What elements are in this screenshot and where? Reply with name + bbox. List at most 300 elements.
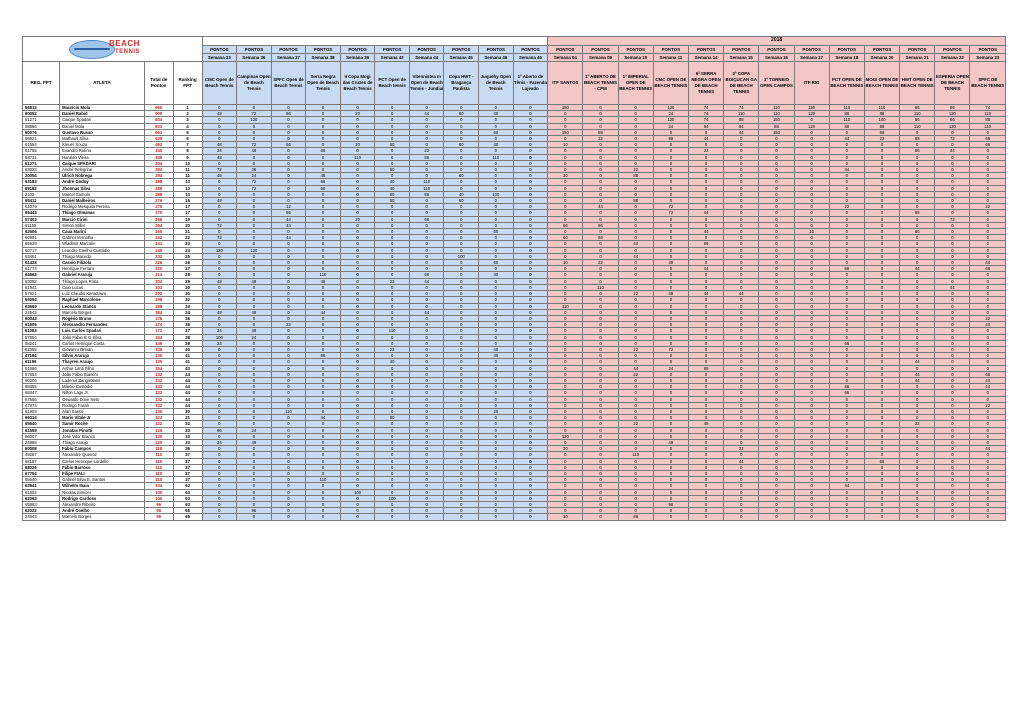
- points-cell: 0: [202, 297, 237, 303]
- points-cell: 0: [759, 185, 794, 191]
- points-cell: 0: [688, 415, 723, 421]
- points-cell: 0: [829, 421, 864, 427]
- points-cell: 0: [583, 160, 618, 166]
- points-cell: 0: [829, 160, 864, 166]
- points-cell: 100: [864, 117, 899, 123]
- points-cell: 0: [970, 452, 1006, 458]
- points-cell: 0: [548, 402, 583, 408]
- points-cell: 0: [583, 421, 618, 427]
- points-cell: 0: [759, 502, 794, 508]
- total-cell: 202: [144, 291, 173, 297]
- points-cell: 22: [409, 148, 444, 154]
- points-cell: 48: [202, 154, 237, 160]
- points-cell: 44: [900, 371, 935, 377]
- points-cell: 0: [618, 384, 653, 390]
- points-cell: 44: [829, 483, 864, 489]
- points-cell: 0: [409, 446, 444, 452]
- points-cell: 0: [271, 278, 306, 284]
- points-cell: 0: [618, 315, 653, 321]
- points-cell: 0: [237, 291, 272, 297]
- athlete-cell: Marcio Cirini: [60, 216, 145, 222]
- points-cell: 0: [688, 253, 723, 259]
- points-cell: 23: [375, 346, 410, 352]
- points-cell: 0: [409, 315, 444, 321]
- points-cell: 0: [271, 309, 306, 315]
- reg-cell: 57654: [23, 334, 60, 340]
- points-cell: 0: [724, 241, 759, 247]
- points-cell: 0: [444, 415, 479, 421]
- total-cell: 288: [144, 179, 173, 185]
- total-cell: 136: [144, 340, 173, 346]
- points-cell: 66: [271, 210, 306, 216]
- points-cell: 0: [340, 365, 375, 371]
- total-cell: 120: [144, 433, 173, 439]
- reg-cell: 58731: [23, 154, 60, 160]
- points-cell: 0: [409, 334, 444, 340]
- points-cell: 0: [653, 452, 688, 458]
- points-cell: 0: [548, 408, 583, 414]
- points-cell: 0: [759, 322, 794, 328]
- points-cell: 0: [829, 408, 864, 414]
- points-cell: 0: [935, 359, 970, 365]
- points-cell: 0: [513, 117, 548, 123]
- points-cell: 0: [829, 514, 864, 520]
- total-cell: 270: [144, 210, 173, 216]
- points-cell: 0: [935, 198, 970, 204]
- points-cell: 0: [340, 117, 375, 123]
- points-cell: 0: [237, 154, 272, 160]
- points-cell: 0: [202, 433, 237, 439]
- points-header: PONTOS: [375, 46, 410, 54]
- event-header: SPFC Open de Beach Tennis: [271, 62, 306, 105]
- points-cell: 0: [409, 396, 444, 402]
- points-cell: 0: [688, 396, 723, 402]
- points-cell: 0: [271, 260, 306, 266]
- points-cell: 0: [618, 408, 653, 414]
- points-cell: 0: [794, 514, 829, 520]
- points-cell: 0: [900, 483, 935, 489]
- points-cell: 0: [409, 359, 444, 365]
- points-cell: 0: [202, 446, 237, 452]
- points-cell: 0: [271, 396, 306, 402]
- points-cell: 0: [829, 334, 864, 340]
- total-cell: 240: [144, 247, 173, 253]
- points-cell: 0: [271, 136, 306, 142]
- points-cell: 0: [444, 353, 479, 359]
- points-cell: 0: [724, 359, 759, 365]
- athlete-cell: Thiago Lopes Rosa: [60, 278, 145, 284]
- points-cell: 0: [271, 247, 306, 253]
- points-cell: 0: [237, 483, 272, 489]
- points-cell: 72: [202, 235, 237, 241]
- points-cell: 86: [618, 514, 653, 520]
- points-cell: 0: [970, 433, 1006, 439]
- points-cell: 0: [513, 464, 548, 470]
- points-cell: 0: [583, 464, 618, 470]
- points-cell: 44: [829, 167, 864, 173]
- points-cell: 0: [794, 185, 829, 191]
- reg-cell: 57654: [23, 371, 60, 377]
- points-cell: 0: [724, 315, 759, 321]
- points-cell: 0: [935, 408, 970, 414]
- points-cell: 0: [271, 439, 306, 445]
- points-cell: 0: [513, 377, 548, 383]
- points-cell: 0: [794, 198, 829, 204]
- points-cell: 0: [618, 229, 653, 235]
- points-cell: 0: [409, 229, 444, 235]
- points-cell: 0: [271, 315, 306, 321]
- points-cell: 0: [237, 105, 272, 111]
- athlete-cell: Gabriel Araruja: [60, 272, 145, 278]
- points-cell: 0: [513, 371, 548, 377]
- points-cell: 0: [900, 154, 935, 160]
- points-cell: 0: [900, 216, 935, 222]
- points-cell: 0: [583, 365, 618, 371]
- total-cell: 110: [144, 458, 173, 464]
- athlete-cell: Leandro Coelho Custódio: [60, 247, 145, 253]
- points-cell: 0: [900, 464, 935, 470]
- points-cell: 0: [306, 222, 341, 228]
- points-cell: 0: [409, 433, 444, 439]
- points-cell: 0: [583, 346, 618, 352]
- points-cell: 0: [759, 204, 794, 210]
- points-cell: 0: [340, 204, 375, 210]
- points-cell: 0: [444, 365, 479, 371]
- points-cell: 0: [864, 353, 899, 359]
- points-cell: 0: [759, 253, 794, 259]
- points-cell: 0: [202, 377, 237, 383]
- points-cell: 0: [306, 111, 341, 117]
- points-cell: 0: [688, 502, 723, 508]
- points-cell: 0: [900, 340, 935, 346]
- reg-cell: 63082: [23, 278, 60, 284]
- points-cell: 0: [900, 173, 935, 179]
- points-cell: 0: [864, 408, 899, 414]
- rank-cell: 41: [173, 359, 202, 365]
- points-cell: 0: [724, 402, 759, 408]
- points-cell: 0: [271, 365, 306, 371]
- points-cell: 0: [340, 508, 375, 514]
- points-cell: 0: [759, 365, 794, 371]
- points-cell: 110: [479, 154, 514, 160]
- points-cell: 48: [688, 421, 723, 427]
- total-cell: 104: [144, 483, 173, 489]
- rank-cell: 36: [173, 446, 202, 452]
- points-cell: 0: [724, 185, 759, 191]
- points-cell: 0: [271, 415, 306, 421]
- points-cell: 0: [688, 495, 723, 501]
- points-cell: 0: [340, 334, 375, 340]
- points-cell: 0: [444, 309, 479, 315]
- points-cell: 0: [970, 235, 1006, 241]
- points-cell: 0: [970, 359, 1006, 365]
- reg-cell: 61428: [23, 260, 60, 266]
- points-cell: 0: [794, 129, 829, 135]
- points-cell: 0: [794, 315, 829, 321]
- reg-cell: 65640: [23, 421, 60, 427]
- points-cell: 44: [409, 278, 444, 284]
- points-cell: 22: [618, 291, 653, 297]
- athlete-cell: Caique SPADARI: [60, 160, 145, 166]
- points-cell: 0: [583, 291, 618, 297]
- points-cell: 0: [759, 210, 794, 216]
- points-cell: 0: [970, 365, 1006, 371]
- points-cell: 0: [618, 160, 653, 166]
- points-cell: 100: [202, 334, 237, 340]
- points-header: PONTOS: [829, 46, 864, 54]
- points-cell: 0: [688, 402, 723, 408]
- points-cell: 0: [513, 415, 548, 421]
- total-cell: 241: [144, 241, 173, 247]
- points-cell: 0: [688, 452, 723, 458]
- points-cell: 0: [340, 439, 375, 445]
- points-cell: 0: [864, 390, 899, 396]
- points-cell: 0: [375, 396, 410, 402]
- points-cell: 0: [202, 458, 237, 464]
- points-cell: 0: [202, 117, 237, 123]
- points-cell: 0: [271, 402, 306, 408]
- points-cell: 0: [583, 408, 618, 414]
- points-cell: 0: [900, 291, 935, 297]
- points-cell: 0: [618, 470, 653, 476]
- points-cell: 0: [688, 278, 723, 284]
- points-cell: 48: [237, 439, 272, 445]
- points-cell: 0: [479, 446, 514, 452]
- points-cell: 0: [935, 483, 970, 489]
- points-cell: 0: [794, 508, 829, 514]
- points-cell: 0: [794, 204, 829, 210]
- points-cell: 0: [829, 235, 864, 241]
- rank-cell: 33: [173, 427, 202, 433]
- points-cell: 0: [864, 235, 899, 241]
- points-cell: 0: [237, 446, 272, 452]
- points-cell: 88: [864, 111, 899, 117]
- points-cell: 0: [479, 167, 514, 173]
- points-cell: 0: [340, 427, 375, 433]
- total-cell: 204: [144, 278, 173, 284]
- points-cell: 0: [759, 334, 794, 340]
- points-cell: 0: [306, 210, 341, 216]
- points-cell: 0: [513, 222, 548, 228]
- table-row: [23, 514, 1006, 520]
- points-cell: 0: [653, 464, 688, 470]
- points-cell: 0: [794, 446, 829, 452]
- points-cell: 36: [237, 167, 272, 173]
- points-cell: 0: [375, 483, 410, 489]
- points-cell: 0: [513, 514, 548, 520]
- points-cell: 0: [548, 291, 583, 297]
- points-cell: 0: [688, 260, 723, 266]
- points-cell: 0: [340, 464, 375, 470]
- points-cell: 0: [375, 384, 410, 390]
- ranking-sheet: [22, 36, 1006, 521]
- points-cell: 0: [759, 328, 794, 334]
- points-cell: 0: [829, 229, 864, 235]
- points-cell: 0: [724, 452, 759, 458]
- athlete-cell: Thiago Olmanas: [60, 210, 145, 216]
- reg-cell: 68187: [23, 458, 60, 464]
- points-cell: 0: [900, 247, 935, 253]
- points-cell: 0: [513, 142, 548, 148]
- points-cell: 0: [409, 495, 444, 501]
- points-cell: 0: [444, 129, 479, 135]
- week-header: Semana 22: [935, 54, 970, 62]
- points-cell: 0: [409, 322, 444, 328]
- points-cell: 110: [900, 111, 935, 117]
- points-cell: 0: [829, 508, 864, 514]
- points-cell: 0: [202, 210, 237, 216]
- points-cell: 0: [479, 322, 514, 328]
- points-cell: 0: [375, 136, 410, 142]
- points-cell: 0: [759, 160, 794, 166]
- points-cell: 0: [271, 185, 306, 191]
- points-cell: 0: [375, 129, 410, 135]
- points-cell: 0: [794, 396, 829, 402]
- points-cell: 0: [375, 427, 410, 433]
- points-cell: 0: [444, 359, 479, 365]
- points-cell: 0: [935, 470, 970, 476]
- points-cell: 0: [864, 204, 899, 210]
- points-cell: 0: [409, 266, 444, 272]
- points-cell: 0: [479, 216, 514, 222]
- points-cell: 0: [935, 390, 970, 396]
- points-cell: 0: [653, 514, 688, 520]
- points-cell: 0: [271, 334, 306, 340]
- points-cell: 0: [202, 315, 237, 321]
- points-cell: 0: [513, 129, 548, 135]
- reg-cell: 60991: [23, 235, 60, 241]
- athlete-cell: Thiago Araujo: [60, 439, 145, 445]
- rank-cell: 8: [173, 148, 202, 154]
- points-cell: 0: [935, 291, 970, 297]
- points-cell: 0: [759, 191, 794, 197]
- total-cell: 110: [144, 464, 173, 470]
- points-cell: 0: [688, 303, 723, 309]
- points-cell: 0: [900, 142, 935, 148]
- points-cell: 0: [864, 142, 899, 148]
- points-cell: 24: [237, 427, 272, 433]
- points-cell: 0: [202, 489, 237, 495]
- points-cell: 0: [513, 260, 548, 266]
- points-cell: 23: [375, 278, 410, 284]
- points-cell: 0: [688, 446, 723, 452]
- points-cell: 0: [583, 328, 618, 334]
- points-cell: 66: [970, 136, 1006, 142]
- points-cell: 20: [340, 216, 375, 222]
- points-cell: 0: [583, 272, 618, 278]
- athlete-cell: Márcio Custódio: [60, 384, 145, 390]
- points-cell: 0: [306, 129, 341, 135]
- points-cell: 0: [759, 464, 794, 470]
- points-cell: 0: [935, 439, 970, 445]
- points-cell: 0: [864, 433, 899, 439]
- points-cell: 0: [583, 123, 618, 129]
- reg-cell: 56812: [23, 105, 60, 111]
- points-cell: 0: [444, 229, 479, 235]
- points-cell: 110: [970, 123, 1006, 129]
- points-cell: 66: [271, 142, 306, 148]
- points-cell: 0: [202, 508, 237, 514]
- points-cell: 0: [688, 284, 723, 290]
- points-cell: 0: [375, 309, 410, 315]
- points-cell: 0: [409, 340, 444, 346]
- points-cell: 0: [340, 198, 375, 204]
- points-cell: 0: [375, 117, 410, 123]
- points-cell: 0: [794, 210, 829, 216]
- points-cell: 0: [237, 384, 272, 390]
- points-cell: 0: [829, 346, 864, 352]
- points-cell: 0: [759, 173, 794, 179]
- points-cell: 66: [935, 105, 970, 111]
- points-cell: 0: [444, 284, 479, 290]
- points-cell: 0: [409, 160, 444, 166]
- points-cell: 0: [271, 514, 306, 520]
- points-cell: 0: [583, 371, 618, 377]
- rank-cell: 21: [173, 229, 202, 235]
- points-cell: 0: [479, 136, 514, 142]
- points-cell: 0: [375, 303, 410, 309]
- points-cell: 0: [864, 365, 899, 371]
- points-cell: 0: [864, 173, 899, 179]
- points-cell: 48: [653, 291, 688, 297]
- reg-cell: 63183: [23, 179, 60, 185]
- points-cell: 0: [653, 359, 688, 365]
- points-cell: 22: [970, 402, 1006, 408]
- points-cell: 60: [375, 191, 410, 197]
- points-cell: 0: [688, 470, 723, 476]
- points-cell: 0: [409, 105, 444, 111]
- points-cell: 0: [375, 477, 410, 483]
- points-cell: 0: [759, 303, 794, 309]
- points-cell: 0: [829, 396, 864, 402]
- points-cell: 0: [688, 247, 723, 253]
- points-cell: 0: [794, 477, 829, 483]
- points-cell: 0: [583, 241, 618, 247]
- points-cell: 0: [583, 452, 618, 458]
- points-cell: 44: [829, 136, 864, 142]
- points-cell: 0: [653, 477, 688, 483]
- points-cell: 0: [548, 502, 583, 508]
- points-cell: 0: [444, 260, 479, 266]
- points-cell: 0: [724, 390, 759, 396]
- rank-cell: 5: [173, 129, 202, 135]
- points-cell: 0: [513, 427, 548, 433]
- points-cell: 48: [237, 278, 272, 284]
- athlete-cell: Rogério Bruno: [60, 315, 145, 321]
- points-cell: 0: [237, 452, 272, 458]
- points-cell: 0: [409, 142, 444, 148]
- points-cell: 0: [237, 210, 272, 216]
- points-cell: 0: [688, 185, 723, 191]
- points-cell: 0: [935, 191, 970, 197]
- points-cell: 0: [829, 309, 864, 315]
- points-cell: 0: [479, 477, 514, 483]
- points-cell: 0: [306, 384, 341, 390]
- points-cell: 48: [202, 278, 237, 284]
- points-cell: 66: [864, 458, 899, 464]
- points-cell: 66: [970, 371, 1006, 377]
- points-cell: 0: [759, 167, 794, 173]
- points-cell: 0: [794, 253, 829, 259]
- points-cell: 0: [724, 384, 759, 390]
- points-cell: 0: [583, 446, 618, 452]
- reg-cell: 60206: [23, 377, 60, 383]
- points-cell: 100: [444, 253, 479, 259]
- points-cell: 66: [548, 222, 583, 228]
- reg-cell: 56921: [23, 136, 60, 142]
- rank-cell: 41: [173, 353, 202, 359]
- points-cell: 0: [618, 111, 653, 117]
